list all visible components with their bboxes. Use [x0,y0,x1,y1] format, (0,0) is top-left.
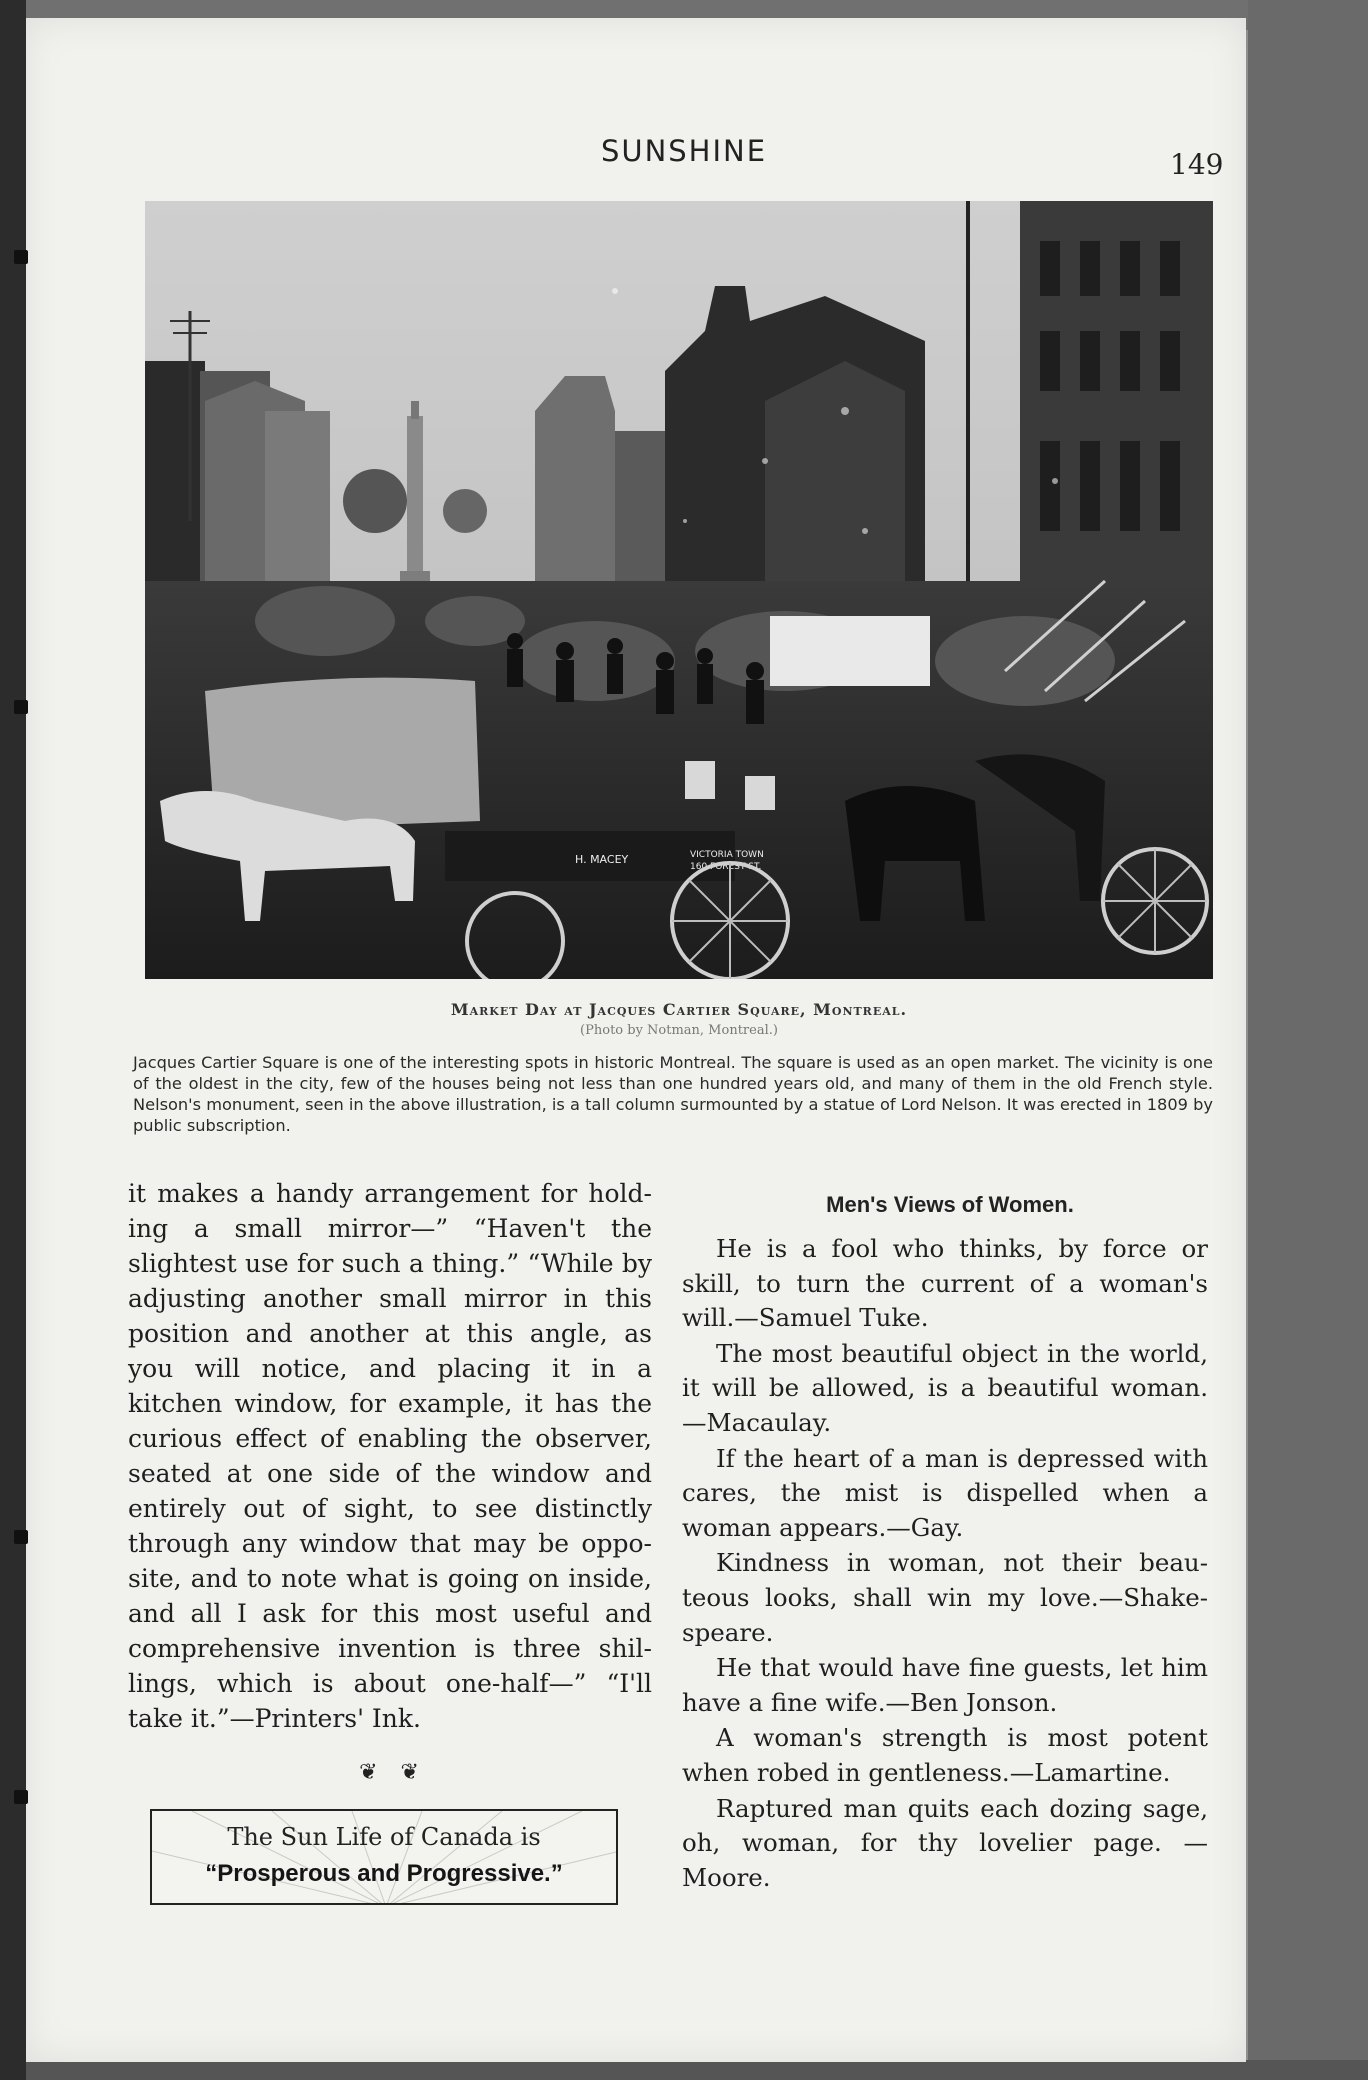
photo-description: Jacques Cartier Square is one of the interesting spots in historic Montreal. The square is used as an open market. The vicinity is one of the oldest in the city, few of the houses being not less than one hundred years old, and many of them in the old French style. Nelson's monument, seen in the above illustration, is a tall column surmounted by a statue of Lord Nelson. It was erected in 1809 by public subscription. [133,1053,1213,1135]
photo-caption: Market Day at Jacques Cartier Square, Montreal. [450,1000,908,1019]
quote: A woman's strength is most potent when robed in gentleness.—Lamartine. [682,1723,1208,1787]
photo-credit: (Photo by Notman, Montreal.) [580,1023,778,1038]
quote: Raptured man quits each dozing sage, oh, woman, for thy lovelier page. —Moore. [682,1793,1208,1892]
quote: Kindness in woman, not their beauteous looks, shall win my love.—Shakespeare. [682,1548,1208,1647]
market-photograph [145,201,1213,979]
market-booth [770,616,930,686]
right-column [682,1232,1208,1896]
quote: He is a fool who thinks, by force or skill, to turn the current of a woman's will.—Samuel Tuke. [682,1234,1208,1333]
section-ornament: ❦ ❦ [359,1760,427,1785]
binding-stud [14,250,28,264]
left-column [128,1176,652,1736]
section-heading: Men's Views of Women. [826,1192,1074,1217]
page-number: 149 [1170,148,1224,181]
binding-edge [0,0,26,2080]
quote: If the heart of a man is depressed with cares, the mist is dispelled when a woman appears.—Gay. [682,1443,1208,1542]
running-head: SUNSHINE [600,134,768,168]
wagon-sign-2: VICTORIA TOWN [690,850,764,860]
advertisement-box [150,1809,618,1905]
quote: He that would have fine guests, let him have a fine wife.—Ben Jonson. [682,1653,1208,1717]
wagon-sign-3: 160 FOREST ST. [690,862,762,872]
scan-border-right [1248,0,1368,2080]
scan-border-bottom [0,2060,1368,2080]
left-column-text: it makes a handy arrangement for holding a small mirror—” “Haven't the slightest use for such a thing.” “While by adjusting another small mirror in this position and another at this angle, as you will notice, and placing it in a kitchen window, for example, it has the curious effect of enabling the observer, seated at one side of the window and entirely out of sight, to see distinctly through any window that may be opposite, and to note what is going on inside, and all I ask for this most useful and comprehensive invention is three shillings, which is about one-half—” “I'll take it.”—Printers' Ink. [128,1179,652,1733]
binding-stud [14,1790,28,1804]
wagon-sign: H. MACEY [575,853,629,866]
quote: The most beautiful object in the world, it will be allowed, is a beautiful woman. —Macaulay. [682,1338,1208,1437]
ad-line-one: The Sun Life of Canada is [227,1823,541,1851]
binding-stud [14,1530,28,1544]
ad-line-two: “Prosperous and Progressive.” [205,1860,563,1887]
binding-stud [14,700,28,714]
nelson-column [407,416,423,586]
